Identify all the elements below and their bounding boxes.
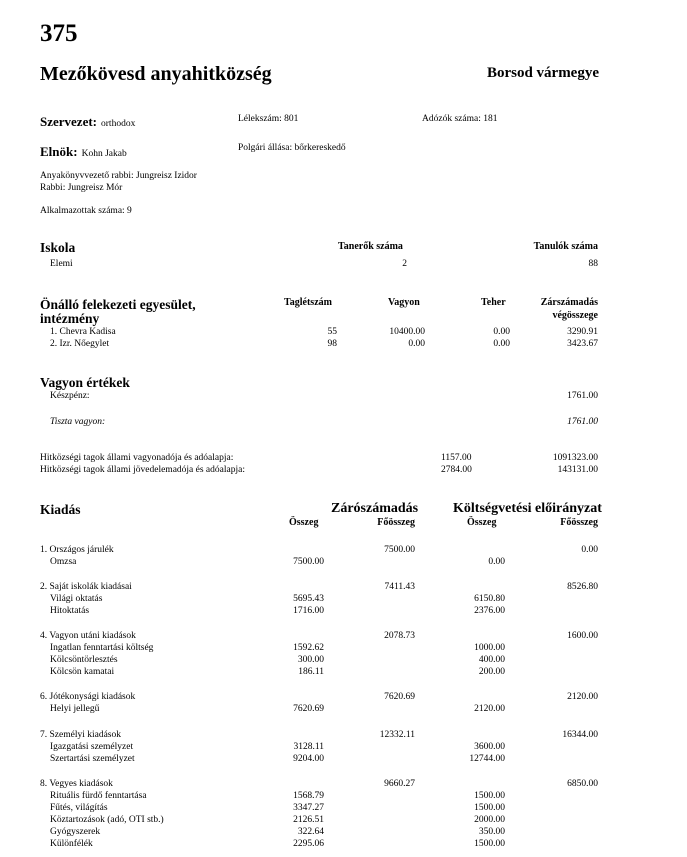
school-row-students: 88 (588, 259, 598, 269)
president-value: Kohn Jakab (81, 149, 127, 159)
assoc-final-header-2: végösszege (552, 310, 598, 321)
expense-category-budget-total: 2120.00 (567, 692, 598, 702)
assoc-members-header: Taglétszám (284, 297, 332, 308)
expense-category-final-total: 7411.43 (384, 582, 415, 592)
expense-item-name: Kölcsön kamatai (50, 667, 115, 677)
expense-item-name: Rituális fürdő fenntartása (50, 791, 147, 801)
population: Lélekszám: 801 (238, 114, 299, 124)
expenses-heading: Kiadás (40, 502, 81, 517)
net-assets-label: Tiszta vagyon: (50, 417, 106, 427)
expense-category-final-total: 7620.69 (384, 692, 415, 702)
assets-heading: Vagyon értékek (40, 375, 130, 390)
assoc-row-final: 3423.67 (567, 339, 598, 349)
expense-category-final-total: 12332.11 (379, 730, 415, 740)
expense-category-budget-total: 1600.00 (567, 631, 598, 641)
final-accounts-heading: Zárószámadás (331, 501, 419, 516)
assoc-row-debt: 0.00 (493, 327, 510, 337)
expense-category-title: 8. Vegyes kiadások (40, 779, 113, 789)
expense-item-name: Helyi jellegű (50, 704, 100, 714)
assoc-row-assets: 0.00 (408, 339, 425, 349)
income-tax-label: Hitközségi tagok állami jövedelemadója és adóalapja: (40, 465, 245, 475)
org-type-value: orthodox (101, 119, 136, 129)
expense-item-budget: 1500.00 (474, 839, 505, 849)
occupation: Polgári állása: bőrkereskedő (238, 143, 346, 153)
col-budget-amount: Összeg (467, 517, 497, 528)
expense-item-name: Világi oktatás (50, 594, 103, 604)
employees: Alkalmazottak száma: 9 (40, 206, 132, 216)
expense-item-name: Szertartási személyzet (50, 754, 135, 764)
expense-category-final-total: 2078.73 (384, 631, 415, 641)
expense-category-final-total: 9660.27 (384, 779, 415, 789)
income-tax-value: 2784.00 (441, 465, 472, 475)
expense-item-budget: 12744.00 (469, 754, 505, 764)
col-final-amount: Összeg (289, 517, 319, 528)
expense-item-name: Köztartozások (adó, OTI stb.) (50, 815, 164, 825)
org-type-label: Szervezet: (40, 114, 98, 129)
budget-heading: Költségvetési előirányzat (453, 501, 602, 516)
expense-item-budget: 400.00 (478, 655, 505, 665)
net-assets-value: 1761.00 (567, 417, 598, 427)
expense-item-budget: 6150.80 (474, 594, 505, 604)
expense-item-final: 1716.00 (293, 606, 324, 616)
expense-item-budget: 2000.00 (474, 815, 505, 825)
expense-category-budget-total: 0.00 (581, 545, 598, 555)
assoc-row-debt: 0.00 (493, 339, 510, 349)
expense-category-title: 7. Személyi kiadások (40, 730, 121, 740)
school-row-name: Elemi (50, 259, 73, 269)
expense-item-final: 7500.00 (293, 557, 324, 567)
expense-category-title: 6. Jótékonysági kiadások (40, 692, 136, 702)
assoc-row-assets: 10400.00 (389, 327, 425, 337)
president-label: Elnök: (40, 144, 78, 159)
expense-item-final: 186.11 (298, 667, 324, 677)
expense-item-final: 2295.06 (293, 839, 324, 849)
col-final-total: Főösszeg (377, 517, 415, 528)
expense-category-final-total: 7500.00 (384, 545, 415, 555)
expense-category-budget-total: 16344.00 (562, 730, 598, 740)
cash-label: Készpénz: (50, 391, 90, 401)
expense-item-name: Igazgatási személyzet (50, 742, 134, 752)
expense-item-final: 1592.62 (293, 643, 324, 653)
expense-item-budget: 3600.00 (474, 742, 505, 752)
expense-item-name: Omzsa (50, 557, 77, 567)
expense-item-name: Kölcsöntörlesztés (50, 655, 118, 665)
expense-category-budget-total: 8526.80 (567, 582, 598, 592)
expense-item-budget: 0.00 (488, 557, 505, 567)
assoc-row-name: 1. Chevra Kadisa (50, 327, 116, 337)
registrar-rabbi: Anyakönyvvezető rabbi: Jungreisz Izidor (40, 171, 197, 181)
expense-item-name: Fűtés, világítás (50, 803, 108, 813)
wealth-tax-base: 1091323.00 (552, 453, 598, 463)
rabbi: Rabbi: Jungreisz Mór (40, 183, 123, 193)
school-heading: Iskola (40, 240, 76, 255)
page-title: Mezőkövesd anyahitközség (40, 63, 272, 85)
expense-item-name: Ingatlan fenntartási költség (50, 643, 154, 653)
expense-item-budget: 2120.00 (474, 704, 505, 714)
expense-item-budget: 200.00 (478, 667, 505, 677)
expense-category-title: 2. Saját iskolák kiadásai (40, 582, 132, 592)
taxpayers: Adózók száma: 181 (422, 114, 498, 124)
expense-item-budget: 1500.00 (474, 803, 505, 813)
president (40, 143, 127, 161)
school-row-teachers: 2 (402, 259, 407, 269)
school-teachers-header: Tanerők száma (338, 241, 403, 252)
expense-item-budget: 350.00 (478, 827, 505, 837)
page-number: 375 (40, 20, 78, 47)
assoc-heading-2: intézmény (40, 311, 100, 326)
expense-category-budget-total: 6850.00 (567, 779, 598, 789)
assoc-row-final: 3290.91 (567, 327, 598, 337)
wealth-tax-label: Hitközségi tagok állami vagyonadója és adóalapja: (40, 453, 234, 463)
expense-item-final: 9204.00 (293, 754, 324, 764)
cash-value: 1761.00 (567, 391, 598, 401)
col-budget-total: Főösszeg (560, 517, 598, 528)
expense-item-final: 7620.69 (293, 704, 324, 714)
assoc-row-members: 55 (327, 327, 337, 337)
expense-item-budget: 2376.00 (474, 606, 505, 616)
expense-category-title: 1. Országos járulék (40, 545, 114, 555)
income-tax-base: 143131.00 (557, 465, 598, 475)
expense-item-final: 5695.43 (293, 594, 324, 604)
expense-item-name: Különfélék (50, 839, 93, 849)
assoc-row-name: 2. Izr. Nőegylet (50, 339, 110, 349)
expense-item-name: Gyógyszerek (50, 827, 101, 837)
assoc-row-members: 98 (327, 339, 337, 349)
assoc-assets-header: Vagyon (388, 297, 420, 308)
org-type (40, 113, 135, 131)
school-students-header: Tanulók száma (533, 241, 598, 252)
expense-item-final: 322.64 (297, 827, 324, 837)
expense-item-final: 1568.79 (293, 791, 324, 801)
expense-item-budget: 1500.00 (474, 791, 505, 801)
expense-category-title: 4. Vagyon utáni kiadások (40, 631, 136, 641)
county-label: Borsod vármegye (486, 65, 599, 81)
assoc-final-header-1: Zárszámadás (540, 297, 598, 308)
expense-item-final: 2126.51 (293, 815, 324, 825)
wealth-tax-value: 1157.00 (441, 453, 472, 463)
expense-item-final: 3347.27 (293, 803, 324, 813)
expense-item-budget: 1000.00 (474, 643, 505, 653)
assoc-debt-header: Teher (481, 297, 506, 308)
expense-item-final: 3128.11 (293, 742, 324, 752)
assoc-heading-1: Önálló felekezeti egyesület, (40, 297, 196, 312)
expense-item-name: Hitoktatás (50, 606, 90, 616)
expense-item-final: 300.00 (297, 655, 324, 665)
